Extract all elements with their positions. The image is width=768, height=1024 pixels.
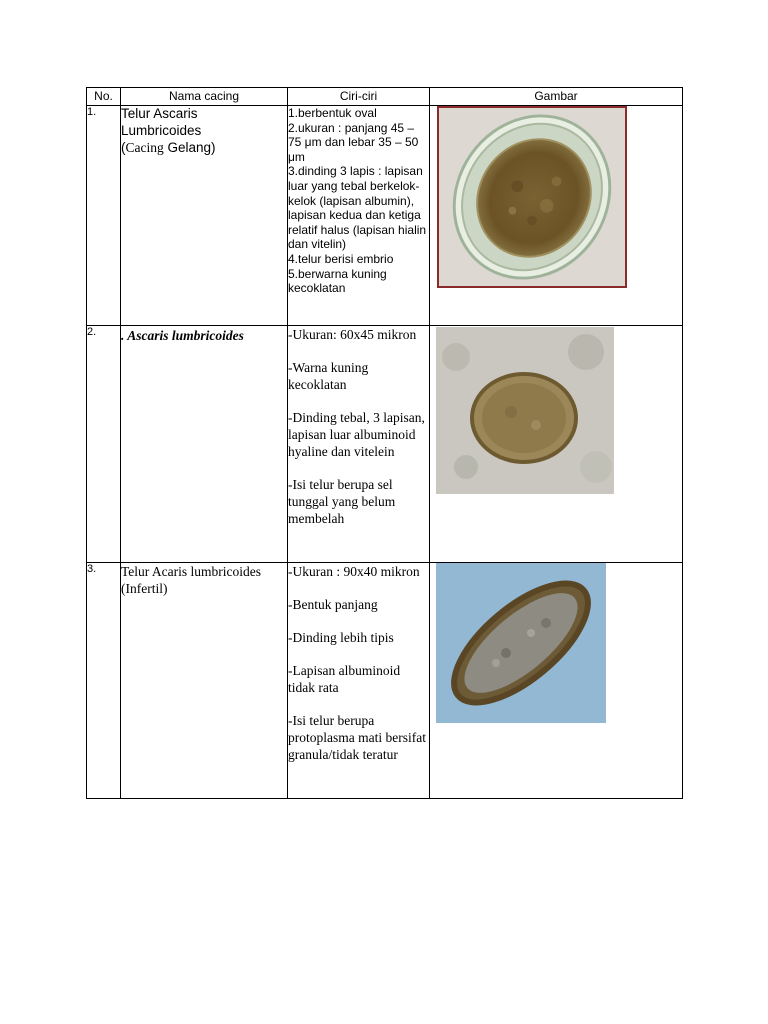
feature-item: 2.ukuran : panjang 45 – 75 μm dan lebar 35 – 50 μm [288,120,419,164]
table-row [87,326,683,563]
feature-list [288,563,430,799]
header-no: No. [87,88,121,106]
table-row [87,563,683,799]
feature-item: 3.dinding 3 lapis : lapisan luar yang tebal berkelok-kelok (lapisan albumin), lapisan kedua dan ketiga relatif halus (lapisan hialin dan vitelin) [288,164,427,252]
feature-item: 5.berwarna kuning kecoklatan [288,266,387,296]
worm-name [121,106,288,326]
header-features: Ciri-ciri [288,88,430,106]
worm-name-line: (Cacing Gelang) [121,140,216,155]
infertile-egg-micrograph [436,563,606,723]
worm-egg-table [86,87,683,799]
feature-list [288,106,430,326]
image-cell [430,106,683,326]
row-number: 3. [87,563,121,799]
feature-item: -Warna kuning kecoklatan [288,360,369,392]
image-cell [430,563,683,799]
feature-item: 1.berbentuk oval [288,106,377,120]
feature-list [288,326,430,563]
feature-item: -Bentuk panjang [288,597,378,612]
decorticated-egg-micrograph [436,327,614,494]
feature-item: -Ukuran : 90x40 mikron [288,564,420,579]
worm-name: . Ascaris lumbricoides [121,326,288,563]
row-number: 2. [87,326,121,563]
feature-item: -Isi telur berupa sel tunggal yang belum membelah [288,477,396,526]
fertile-egg-micrograph [437,106,627,288]
feature-item: 4.telur berisi embrio [288,251,394,266]
feature-item: -Dinding tebal, 3 lapisan, lapisan luar albuminoid hyaline dan vitelein [288,410,425,459]
feature-item: -Isi telur berupa protoplasma mati bersifat granula/tidak teratur [288,713,426,762]
feature-item: -Dinding lebih tipis [288,630,394,645]
worm-name: Telur Acaris lumbricoides (Infertil) [121,563,288,799]
image-cell [430,326,683,563]
worm-name-line: Lumbricoides [121,123,202,138]
header-image: Gambar [430,88,683,106]
table-row [87,106,683,326]
worm-name-line: Telur Ascaris [121,106,198,121]
feature-item: -Lapisan albuminoid tidak rata [288,663,401,695]
header-row [87,88,683,106]
row-number: 1. [87,106,121,326]
feature-item: -Ukuran: 60x45 mikron [288,327,417,342]
header-name: Nama cacing [121,88,288,106]
